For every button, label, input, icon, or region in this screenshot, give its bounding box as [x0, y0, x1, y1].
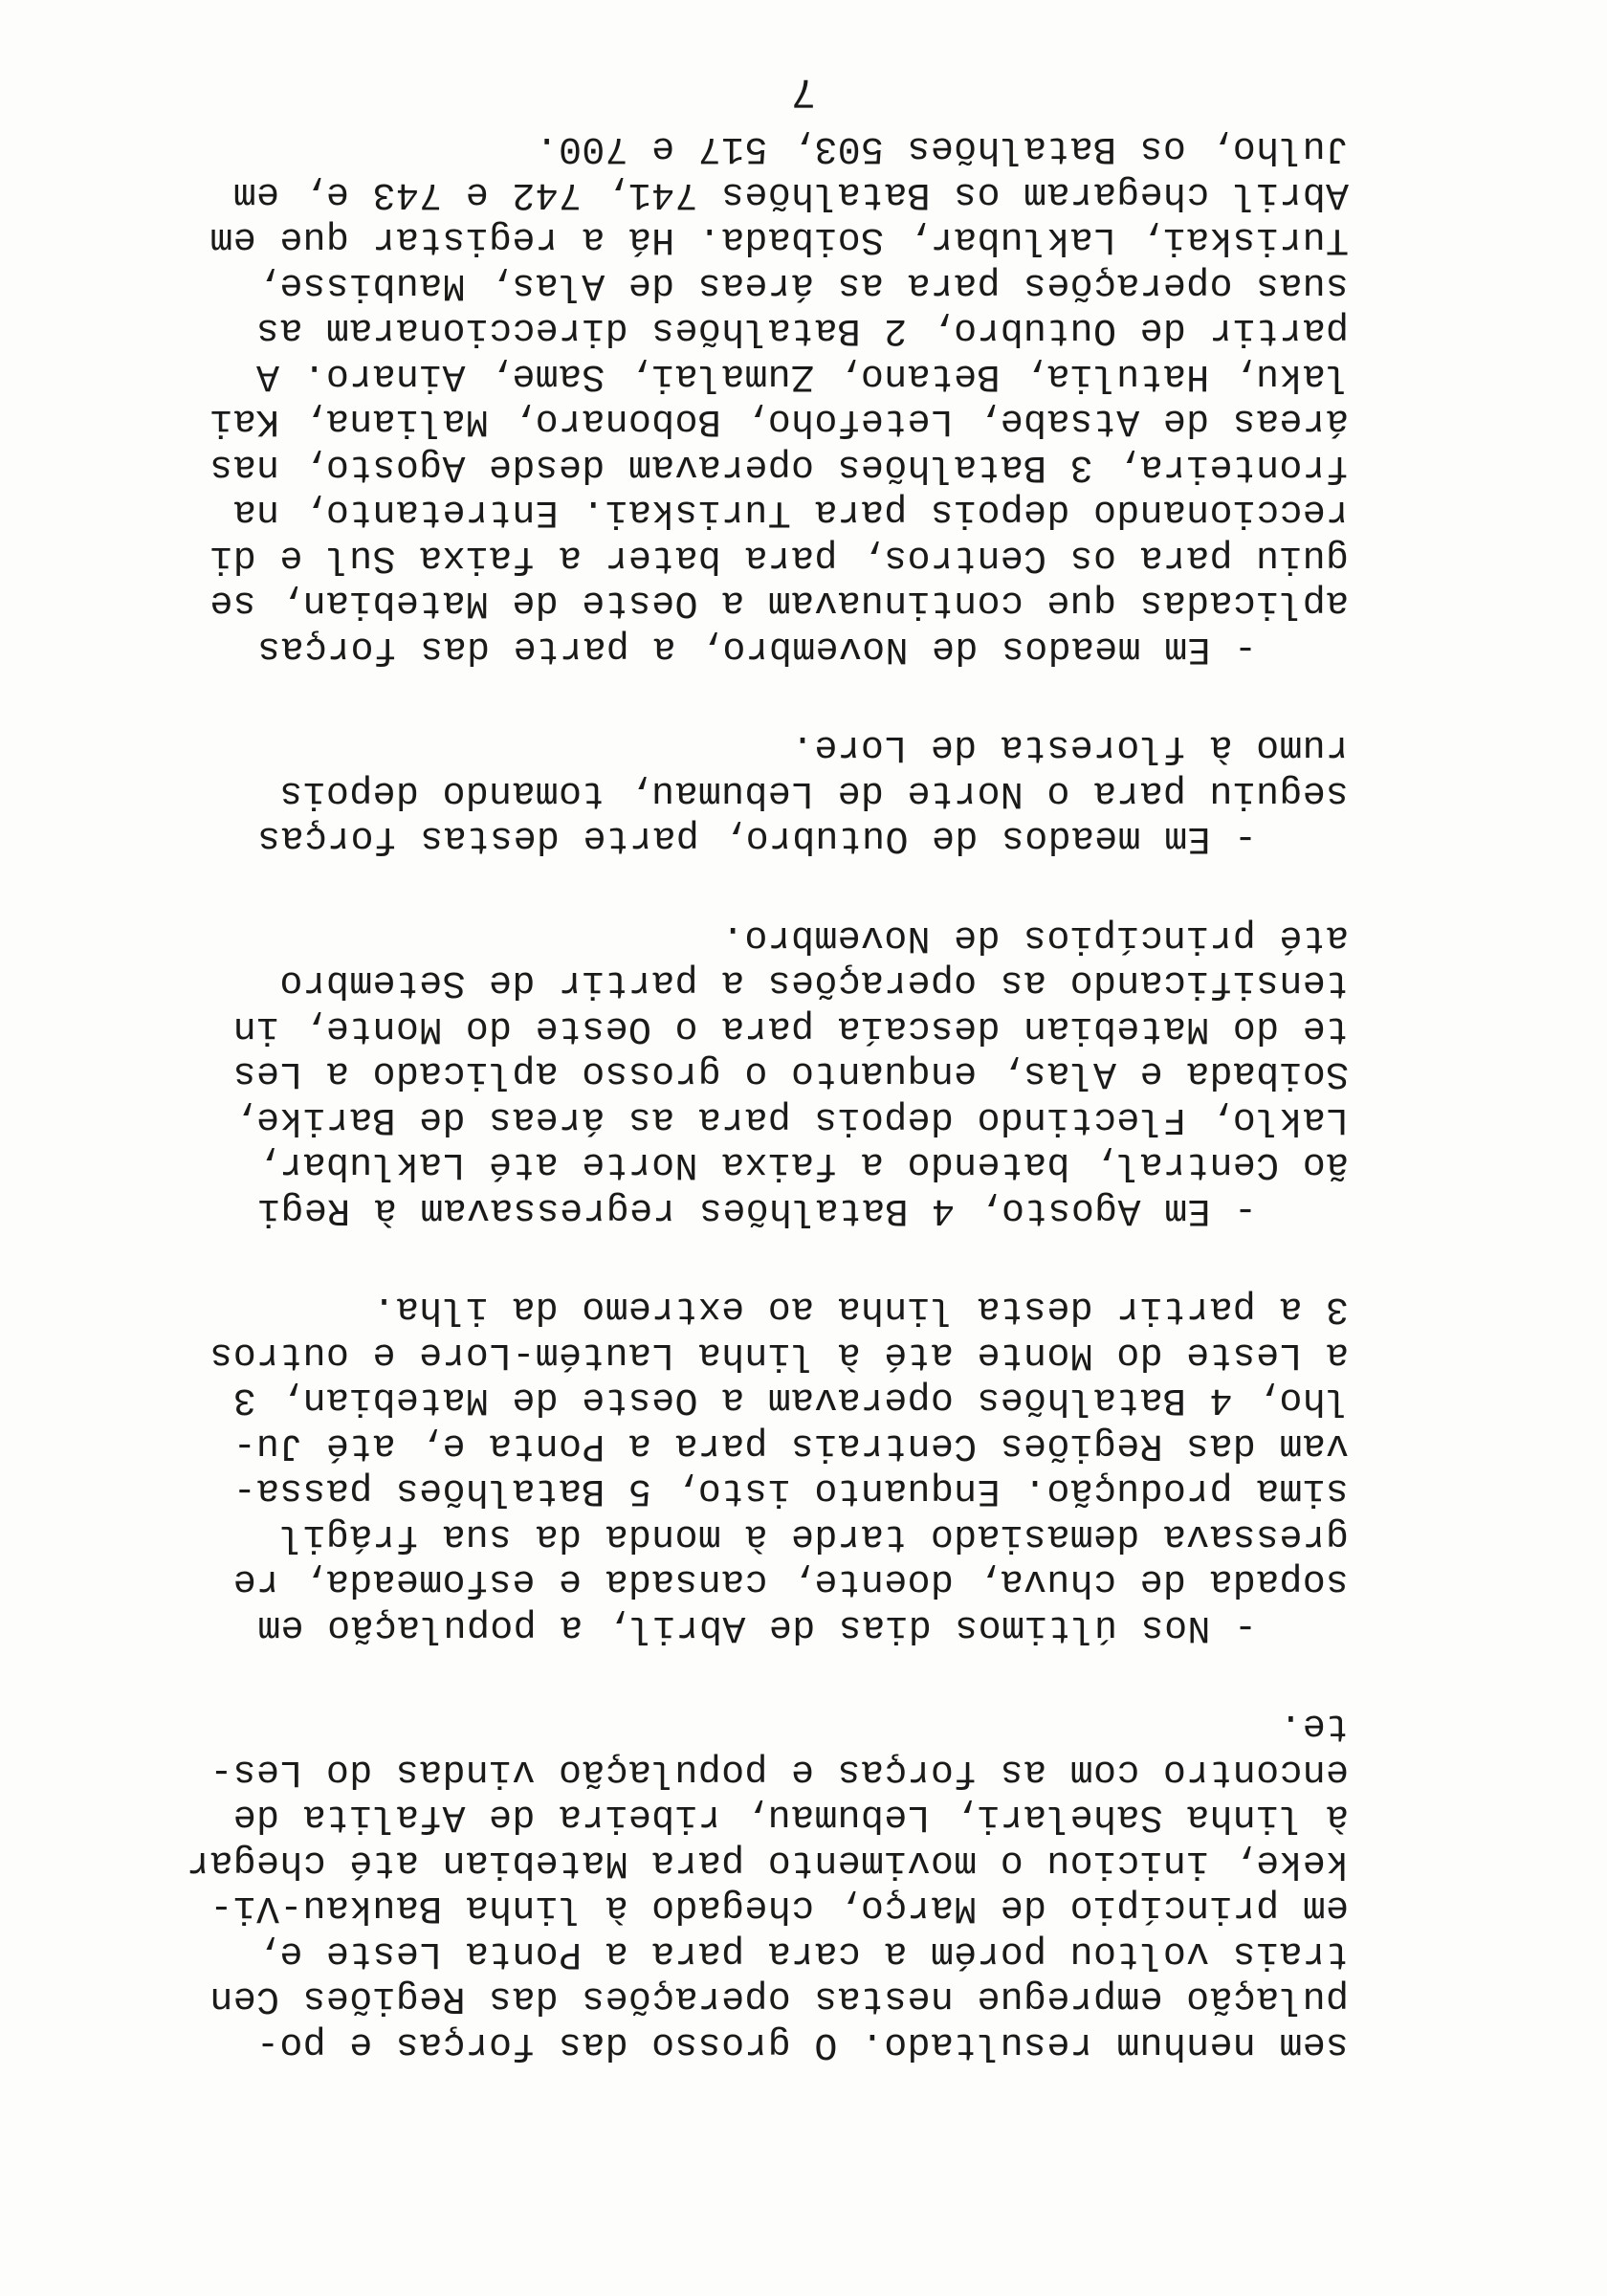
text-line: Turiskai, Laklubar, Soibada. Há a registar que em	[209, 217, 1349, 261]
text-line: trais voltou porém a cara para a Ponta Leste e,	[255, 1932, 1349, 1975]
page-number: 7	[790, 67, 817, 115]
text-line: keke, iniciou o movimento para Matebian até chegar	[186, 1841, 1349, 1884]
text-line: ão Central, batendo a faixa Norte até Laklubar,	[255, 1142, 1349, 1186]
paragraph-5	[172, 125, 1349, 671]
text-line: encontro com as forças e população vindas do Les-	[209, 1750, 1349, 1793]
text-line: - Nos últimos dias de Abril, a população em	[256, 1605, 1257, 1648]
text-line: - Em meados de Novembro, a parte das forças	[256, 627, 1257, 670]
text-line: Soibada e Alas, enquanto o grosso aplicado a Les	[232, 1051, 1349, 1095]
paragraph-1	[172, 1703, 1349, 2066]
text-line: - Em meados de Outubro, parte destas forças	[256, 816, 1257, 860]
text-line: te do Matebian descaía para o Oeste do Monte, in	[232, 1006, 1349, 1049]
text-line: guiu para os Centros, para bater a faixa Sul e di	[209, 536, 1349, 579]
text-line: sopada de chuva, doente, cansada e esfomeada, re	[232, 1559, 1349, 1603]
text-line: lho, 4 Batalhões operavam a Oeste de Matebian, 3	[232, 1378, 1349, 1422]
text-line: Laklo, Flectindo depois para as áreas de Barike,	[232, 1097, 1349, 1140]
text-line: gressava demasiado tarde à monda da sua frágil	[255, 1514, 1349, 1557]
text-line: sem nenhum resultado. O grosso das forças e po-	[255, 2022, 1349, 2065]
text-line: seguiu para o Norte de Lebumau, tomando depois	[279, 771, 1349, 814]
text-line: tensificando as operações a partir de Setembro	[279, 960, 1349, 1004]
text-line: fronteira, 3 Batalhões operavam desde Agosto, nas	[209, 445, 1349, 488]
text-line: vam das Regiões Centrais para a Ponta e, até Ju-	[232, 1424, 1349, 1467]
text-line: rumo à floresta de Lore.	[790, 725, 1349, 769]
body-text	[172, 125, 1349, 2066]
text-line: a Leste do Monte até à linha Lautém-Lore e outros	[209, 1333, 1349, 1376]
text-line: Julho, os Batalhões 503, 517 e 700.	[535, 126, 1349, 170]
text-line: sima produção. Enquanto isto, 5 Batalhões passa-	[232, 1468, 1349, 1512]
paragraph-3	[172, 915, 1349, 1233]
text-line: até princípios de Novembro.	[720, 916, 1349, 959]
text-line: - Em Agosto, 4 Batalhões regressavam à Regi	[256, 1188, 1257, 1231]
paragraph-4	[172, 724, 1349, 861]
text-line: laku, Hatulia, Betano, Zumalai, Same, Ainaro. A	[255, 354, 1349, 397]
text-line: reccionando depois para Turiskai. Entretanto, na	[232, 490, 1349, 534]
text-line: em princípio de Março, chegado à linha Baukau-Vi-	[209, 1886, 1349, 1930]
text-line: partir de Outubro, 2 Batalhões direccionaram as	[255, 308, 1349, 352]
text-line: aplicadas que continuavam a Oeste de Matebian, se	[209, 581, 1349, 625]
text-line: te.	[1279, 1704, 1349, 1748]
text-line: 3 a partir desta linha ao extremo da ilha.	[372, 1287, 1349, 1331]
text-line: Abril chegaram os Batalhões 741, 742 e 743 e, em	[232, 172, 1349, 215]
text-line: pulação empregue nestas operações das Regiões Cen	[209, 1976, 1349, 2020]
text-line: suas operações para as áreas de Alas, Maubisse,	[255, 263, 1349, 306]
paragraph-2	[172, 1286, 1349, 1649]
text-line: áreas de Atsabe, Letefoho, Bobonaro, Maliana, Kai	[209, 399, 1349, 443]
text-line: à linha Sahelari, Lebumau, ribeira de Afalita de	[232, 1795, 1349, 1839]
